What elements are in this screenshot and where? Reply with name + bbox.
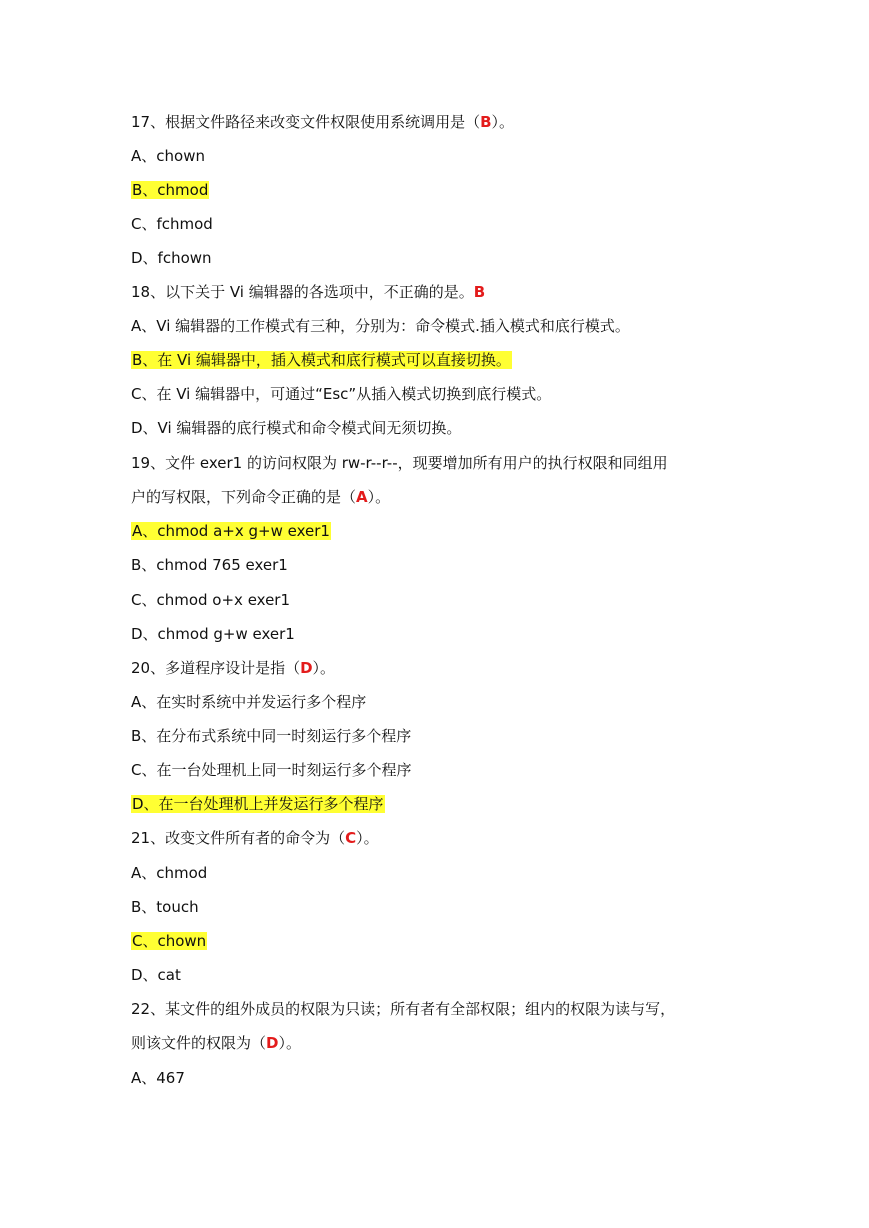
answer-mark: B	[473, 283, 486, 301]
question-22-stem-line1: 22、某文件的组外成员的权限为只读；所有者有全部权限；组内的权限为读与写，	[131, 1000, 676, 1018]
answer-mark: A	[356, 488, 368, 506]
q18-option-c: C、在 Vi 编辑器中，可通过“Esc”从插入模式切换到底行模式。	[131, 385, 552, 403]
question-19-stem-line2: 户的写权限，下列命令正确的是（A）。	[131, 488, 391, 506]
q21-option-c	[131, 929, 207, 953]
question-19-stem-line1: 19、文件 exer1 的访问权限为 rw-r--r--，现要增加所有用户的执行权限和同组用	[131, 454, 668, 472]
answer-mark: D	[300, 659, 313, 677]
question-18-stem: 18、以下关于 Vi 编辑器的各选项中，不正确的是。B	[131, 283, 486, 301]
q17-option-b	[131, 178, 209, 202]
question-20-stem: 20、多道程序设计是指（D）。	[131, 659, 336, 677]
q20-option-a: A、在实时系统中并发运行多个程序	[131, 693, 367, 711]
highlighted-answer: C、chown	[132, 932, 207, 950]
q18-option-d: D、Vi 编辑器的底行模式和命令模式间无须切换。	[131, 419, 462, 437]
q22-option-a: A、467	[131, 1069, 185, 1087]
q18-option-a: A、Vi 编辑器的工作模式有三种，分别为：命令模式.插入模式和底行模式。	[131, 317, 630, 335]
answer-mark: D	[266, 1034, 279, 1052]
highlighted-answer: D、在一台处理机上并发运行多个程序	[132, 795, 384, 813]
question-21-stem: 21、改变文件所有者的命令为（C）。	[131, 829, 379, 847]
q21-option-a: A、chmod	[131, 864, 208, 882]
answer-mark: C	[345, 829, 357, 847]
q19-option-a	[131, 519, 331, 543]
q19-option-d: D、chmod g+w exer1	[131, 625, 295, 643]
q20-option-d	[131, 792, 385, 816]
q17-option-a: A、chown	[131, 147, 205, 165]
q17-option-d: D、fchown	[131, 249, 212, 267]
q20-option-b: B、在分布式系统中同一时刻运行多个程序	[131, 727, 412, 745]
highlighted-answer: A、chmod a+x g+w exer1	[132, 522, 330, 540]
answer-mark: B	[480, 113, 492, 131]
highlighted-answer: B、chmod	[132, 181, 209, 199]
q21-option-b: B、touch	[131, 898, 199, 916]
q20-option-c: C、在一台处理机上同一时刻运行多个程序	[131, 761, 412, 779]
q21-option-d: D、cat	[131, 966, 181, 984]
q19-option-b: B、chmod 765 exer1	[131, 556, 288, 574]
q17-option-c: C、fchmod	[131, 215, 213, 233]
highlighted-answer: B、在 Vi 编辑器中，插入模式和底行模式可以直接切换。	[132, 351, 511, 369]
q18-option-b	[131, 348, 512, 372]
question-17-stem: 17、根据文件路径来改变文件权限使用系统调用是（B）。	[131, 113, 515, 131]
question-22-stem-line2: 则该文件的权限为（D）。	[131, 1034, 301, 1052]
q19-option-c: C、chmod o+x exer1	[131, 591, 291, 609]
